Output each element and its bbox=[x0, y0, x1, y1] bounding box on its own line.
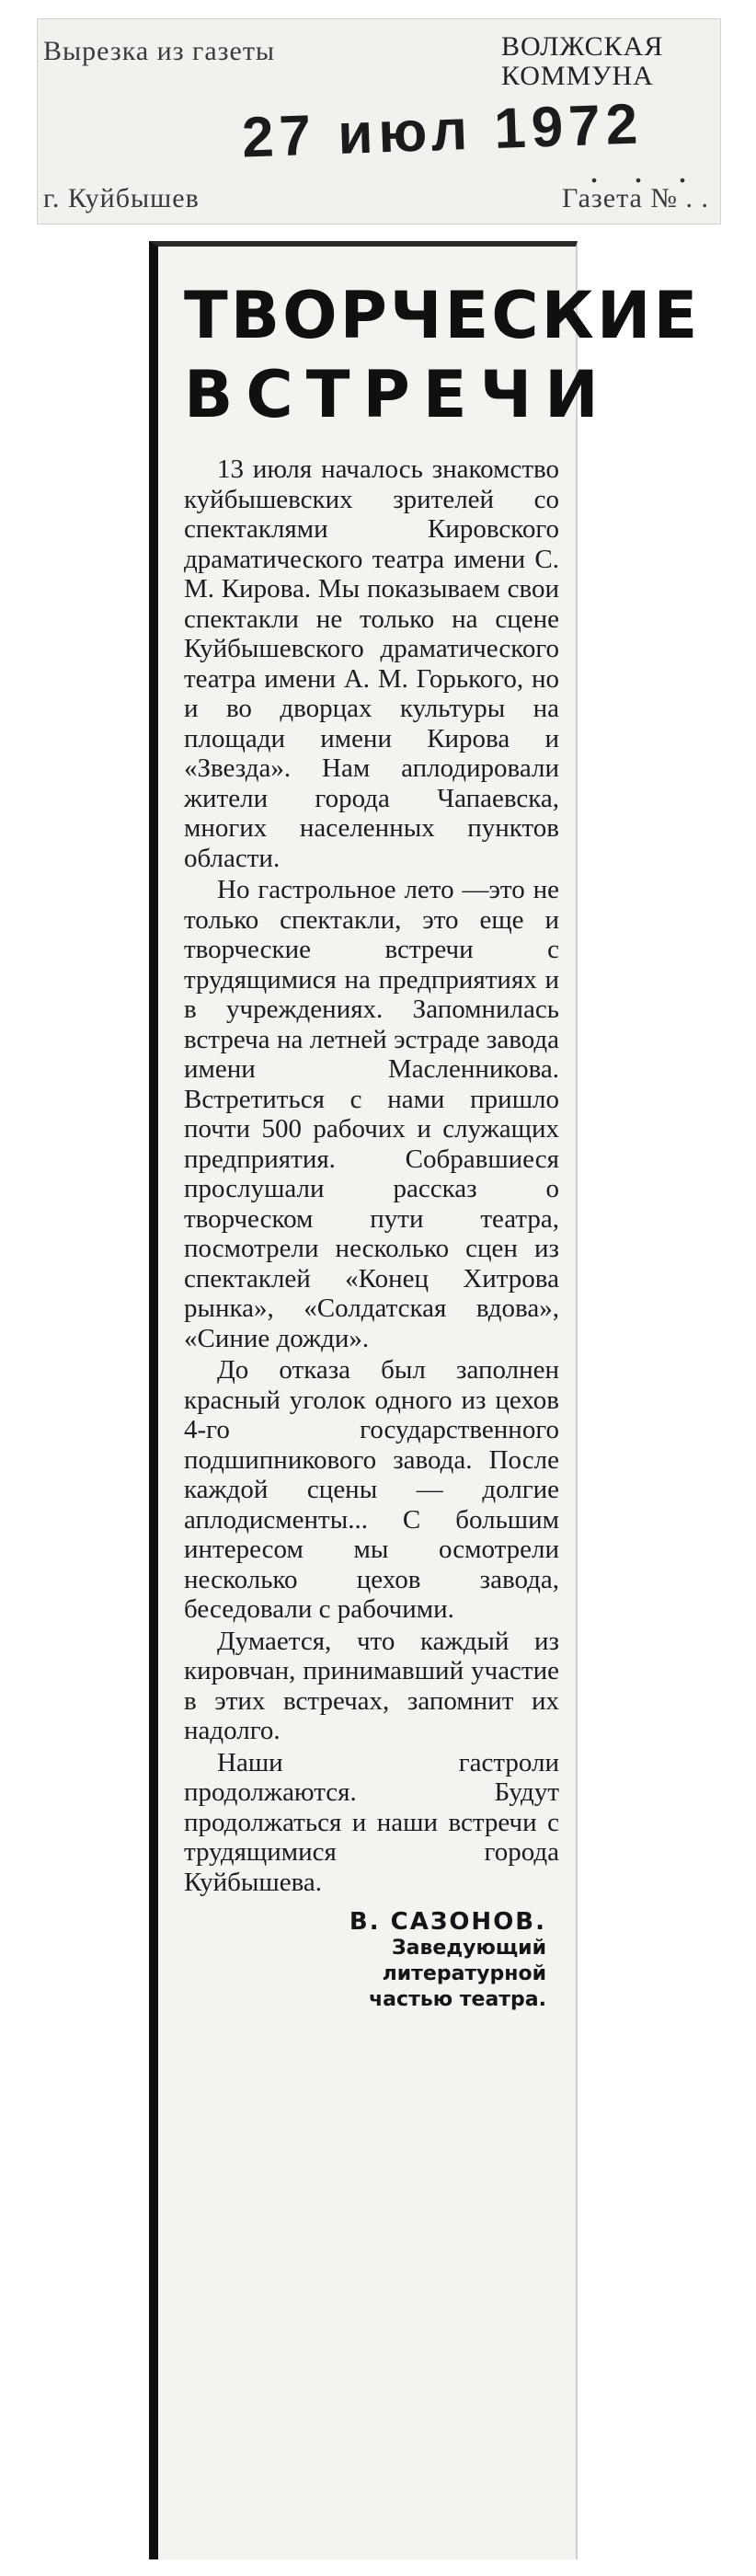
clipping-label: Вырезка из газеты bbox=[43, 36, 276, 66]
gazeta-number-label: Газета № . . bbox=[562, 183, 709, 213]
newspaper-name bbox=[501, 32, 713, 91]
headline-line-2: ВСТРЕЧИ bbox=[184, 357, 612, 432]
city-label: г. Куйбышев bbox=[43, 183, 200, 213]
article-paragraph-2: Но гастрольное лето —это не только спектакли, это еще и творческие встречи с трудящимися на предприятиях и в учреждениях. Запомнилась встреча на летней эстраде завода имени Масленникова. Встретиться с нами пришло почти 500 рабочих и служащих предприятия. Собравшиеся прослушали рассказ о творческом пути театра, посмотрели несколько сцен из спектаклей «Конец Хитрова рынка», «Солдатская вдова», «Синие дожди». bbox=[184, 875, 559, 1353]
newspaper-name-line2: КОММУНА bbox=[501, 61, 654, 91]
article-paragraph-4: Думается, что каждый из кировчан, принимавший участие в этих встречах, запомнит их надолго. bbox=[184, 1626, 559, 1745]
author-name: В. САЗОНОВ. bbox=[349, 1908, 546, 1936]
article-paragraph-3: До отказа был заполнен красный уголок одного из цехов 4-го государственного подшипникового завода. После каждой сцены — долгие аплодисменты... С большим интересом мы осмотрели несколько цехов завода, беседовали с рабочими. bbox=[184, 1355, 559, 1624]
date-trailing-dots: . . . bbox=[590, 149, 700, 190]
article-headline bbox=[184, 276, 701, 434]
article-paragraph-1: 13 июля началось знакомство куйбышевских зрителей со спектаклями Кировского драматического театра имени С. М. Кирова. Мы показываем свои спектакли не только на сцене Куйбышевского драматического театра имени А. М. Горького, но и во дворцах культуры на площади имени Кирова и «Звезда». Нам аплодировали жители города Чапаевска, многих населенных пунктов области. bbox=[184, 454, 559, 873]
author-role-line-3: частью театра. bbox=[369, 1988, 546, 2011]
article-signature bbox=[184, 1908, 559, 2013]
article-body bbox=[184, 454, 559, 1897]
newspaper-clipping bbox=[149, 241, 701, 2559]
newspaper-name-line1: ВОЛЖСКАЯ bbox=[501, 31, 664, 62]
author-role-line-1: Заведующий bbox=[392, 1937, 546, 1960]
clipping-header-card bbox=[37, 18, 721, 224]
author-role bbox=[184, 1936, 559, 2013]
article-paragraph-5: Наши гастроли продолжаются. Будут продолжаться и наши встречи с трудящимися города Куйбышева. bbox=[184, 1747, 559, 1897]
headline-line-1: ТВОРЧЕСКИЕ bbox=[184, 278, 701, 353]
stamped-date: 27 июл 1972 bbox=[240, 92, 645, 170]
author-role-line-2: литературной bbox=[382, 1962, 546, 1985]
